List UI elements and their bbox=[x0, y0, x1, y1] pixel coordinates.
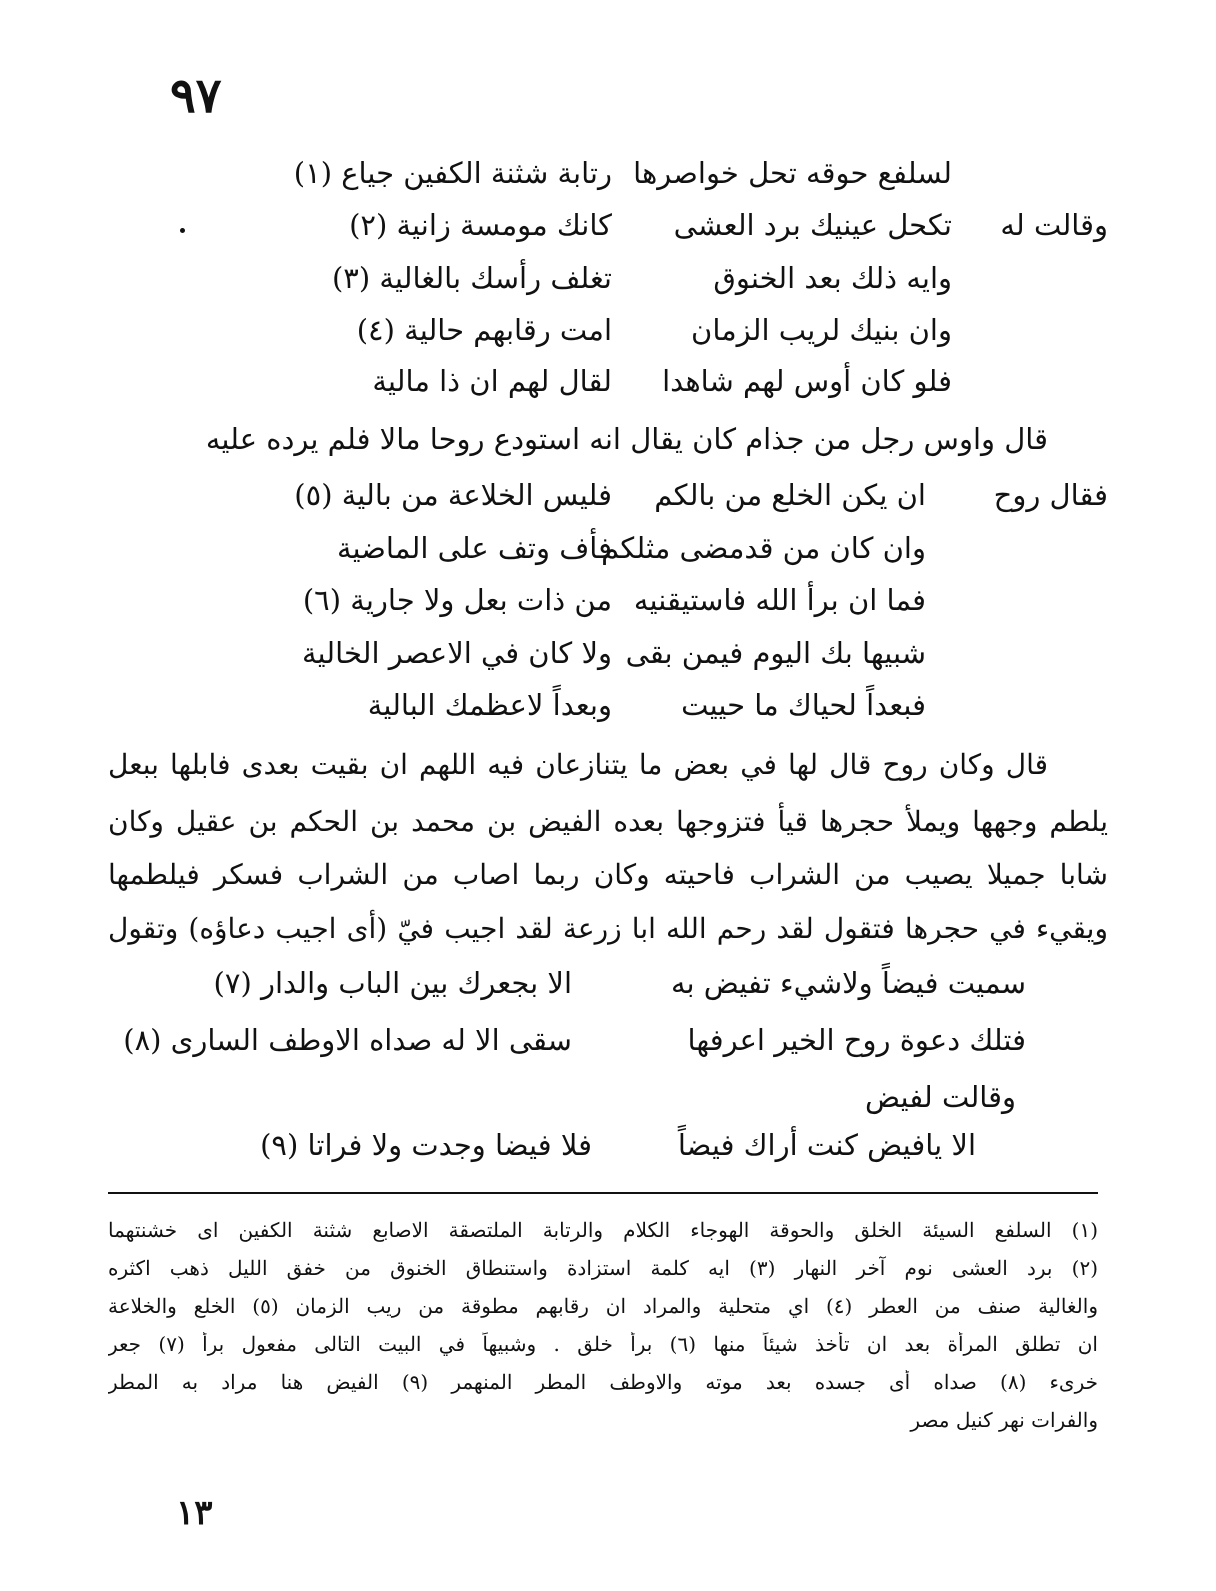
verse-lead: وقالت له bbox=[1000, 208, 1108, 242]
verse-left-hemistich: رتابة شثنة الكفين جياع (١) bbox=[293, 156, 612, 190]
verse-right-hemistich: فتلك دعوة روح الخير اعرفها bbox=[687, 1023, 1026, 1057]
verse-right-hemistich: وان بنيك لريب الزمان bbox=[691, 313, 952, 347]
verse-right-hemistich: فبعداً لحياك ما حييت bbox=[681, 688, 926, 722]
footnote-line: والغالية صنف من العطر (٤) اي متحلية والمراد ان رقابهم مطوقة من ريب الزمان (٥) الخلع والخلاعة bbox=[108, 1294, 1098, 1318]
verse-left-hemistich: من ذات بعل ولا جارية (٦) bbox=[302, 583, 612, 617]
verse-left-hemistich: وبعداً لاعظمك البالية bbox=[367, 688, 612, 722]
verse-left-hemistich: فليس الخلاعة من بالية (٥) bbox=[294, 478, 612, 512]
prose-line: وقالت لفيض bbox=[864, 1080, 1016, 1114]
verse-right-hemistich: الا يافيض كنت أراك فيضاً bbox=[677, 1128, 976, 1162]
verse-right-hemistich: فلو كان أوس لهم شاهدا bbox=[662, 364, 952, 398]
verse-right-hemistich: فما ان برأ الله فاستيقنيه bbox=[633, 583, 926, 617]
verse-right-hemistich: سميت فيضاً ولاشيء تفيض به bbox=[670, 966, 1026, 1000]
verse-left-hemistich: امت رقابهم حالية (٤) bbox=[356, 313, 612, 347]
verse-left-hemistich: فأف وتف على الماضية bbox=[336, 531, 612, 565]
verse-left-hemistich: الا بجعرك بين الباب والدار (٧) bbox=[213, 966, 572, 1000]
page-number-top: ٩٧ bbox=[170, 68, 222, 124]
verse-lead: فقال روح bbox=[993, 478, 1108, 512]
verse-left-hemistich: كانك مومسة زانية (٢) bbox=[349, 208, 612, 242]
verse-right-hemistich: وايه ذلك بعد الخنوق bbox=[713, 261, 952, 295]
footnote-line: (٢) برد العشى نوم آخر النهار (٣) ايه كلمة استزادة واستنطاق الخنوق من خفق الليل ذهب اكثره bbox=[108, 1256, 1098, 1280]
footnote-divider bbox=[108, 1192, 1098, 1194]
footnote-line: خرىء (٨) صداه أى جسده بعد موته والاوطف المطر المنهمر (٩) الفيض هنا مراد به المطر bbox=[108, 1370, 1098, 1394]
verse-left-hemistich: فلا فيضا وجدت ولا فراتا (٩) bbox=[260, 1128, 592, 1162]
footnote-line: ان تطلق المرأة بعد ان تأخذ شيئاً منها (٦) برأ خلق . وشبيهاً في البيت التالى مفعول برأ (٧) جعر bbox=[108, 1332, 1098, 1356]
footnote-line: والفرات نهر كنيل مصر bbox=[910, 1408, 1098, 1432]
verse-right-hemistich: شبيها بك اليوم فيمن بقى bbox=[625, 636, 926, 670]
page-number-bottom: ١٣ bbox=[176, 1493, 213, 1533]
verse-right-hemistich: تكحل عينيك برد العشى bbox=[673, 208, 952, 242]
prose-line: ويقيء في حجرها فتقول لقد رحم الله ابا زرعة لقد اجيب فيّ (أى اجيب دعاؤه) وتقول bbox=[108, 912, 1108, 945]
verse-left-hemistich: سقى الا له صداه الاوطف السارى (٨) bbox=[123, 1023, 572, 1057]
verse-left-hemistich: لقال لهم ان ذا مالية bbox=[372, 364, 612, 398]
verse-left-hemistich: تغلف رأسك بالغالية (٣) bbox=[331, 261, 612, 295]
verse-right-hemistich: وان كان من قدمضى مثلكم bbox=[601, 531, 926, 565]
verse-left-hemistich: ولا كان في الاعصر الخالية bbox=[301, 636, 612, 670]
verse-right-hemistich: لسلفع حوقه تحل خواصرها bbox=[633, 156, 952, 190]
prose-line: يلطم وجهها ويملأ حجرها قيأ فتزوجها بعده الفيض بن محمد بن الحكم بن عقيل وكان bbox=[108, 805, 1108, 838]
footnote-line: (١) السلفع السيئة الخلق والحوقة الهوجاء الكلام والرتابة الملتصقة الاصابع شثنة الكفين اى خشنتهما bbox=[108, 1218, 1098, 1242]
dot-mark bbox=[180, 228, 185, 233]
prose-line: قال وكان روح قال لها في بعض ما يتنازعان فيه اللهم ان بقيت بعدى فابلها ببعل bbox=[108, 748, 1048, 781]
prose-line: شابا جميلا يصيب من الشراب فاحيته وكان ربما اصاب من الشراب فسكر فيلطمها bbox=[108, 858, 1108, 891]
prose-paragraph: قال واوس رجل من جذام كان يقال انه استودع روحا مالا فلم يرده عليه bbox=[205, 422, 1048, 456]
verse-right-hemistich: ان يكن الخلع من بالكم bbox=[654, 478, 926, 512]
